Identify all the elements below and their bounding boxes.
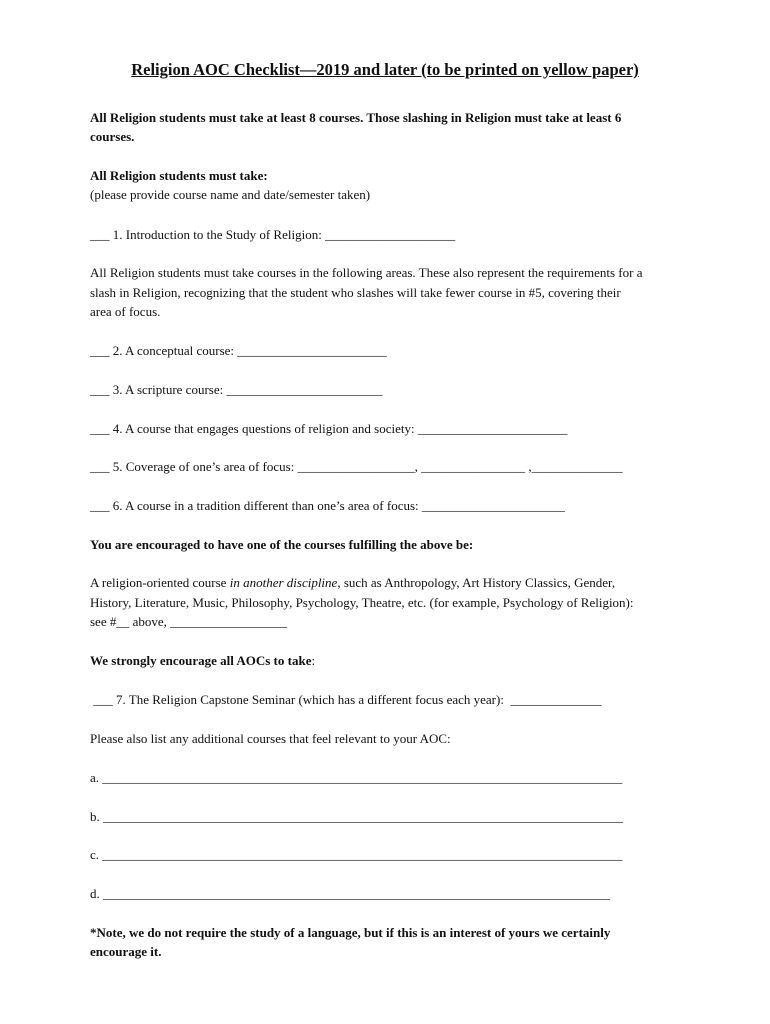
must-take-note: (please provide course name and date/semester taken) [90,187,371,202]
footnote-line-2: encourage it. [90,944,162,959]
additional-heading: Please also list any additional courses that feel relevant to your AOC: [90,731,451,746]
encouraged-line-3: see #__ above, __________________ [90,614,288,629]
intro-line-1: All Religion students must take at least 8 courses. Those slashing in Religion must take at least 6 [90,110,622,125]
strongly-heading-text: We strongly encourage all AOCs to take [90,653,312,668]
areas-line-3: area of focus. [90,304,161,319]
areas-line-2: slash in Religion, recognizing that the student who slashes will take fewer course in #5, covering their [90,285,621,300]
additional-line-a: a. ________________________________________________________________________________ [90,770,623,785]
additional-line-b: b. ________________________________________________________________________________ [90,809,623,824]
areas-line-1: All Religion students must take courses in the following areas. These also represent the requirements for a [90,265,643,280]
additional-line-c: c. ________________________________________________________________________________ [90,847,623,862]
checklist-item-2: ___ 2. A conceptual course: _______________________ [90,343,387,358]
footnote-line-1: *Note, we do not require the study of a language, but if this is an interest of yours we certainly [90,925,611,940]
encouraged-line-1-end: , such as Anthropology, Art History Classics, Gender, [337,575,616,590]
strongly-heading [90,651,690,671]
checklist-item-7: ___ 7. The Religion Capstone Seminar (which has a different focus each year): ______________ [90,692,602,707]
encouraged-heading: You are encouraged to have one of the courses fulfilling the above be: [90,537,474,552]
strongly-heading-colon: : [311,653,316,668]
encouraged-line-1-emphasis: in another discipline [229,575,338,590]
encouraged-line-1 [90,573,690,593]
additional-line-d: d. ______________________________________________________________________________ [90,886,610,901]
checklist-item-3: ___ 3. A scripture course: ________________________ [90,382,383,397]
checklist-item-4: ___ 4. A course that engages questions of religion and society: _______________________ [90,421,568,436]
encouraged-line-2: History, Literature, Music, Philosophy, Psychology, Theatre, etc. (for example, Psychology of Religion): [90,595,634,610]
page-title: Religion AOC Checklist—2019 and later (to be printed on yellow paper) [131,60,639,79]
encouraged-line-1-start: A religion-oriented course [90,575,230,590]
checklist-item-6: ___ 6. A course in a tradition different than one’s area of focus: ______________________ [90,498,565,513]
must-take-heading: All Religion students must take: [90,168,268,183]
intro-line-2: courses. [90,129,135,144]
checklist-item-1: ___ 1. Introduction to the Study of Religion: ____________________ [90,227,456,242]
checklist-item-5: ___ 5. Coverage of one’s area of focus: __________________, ________________ ,______________ [90,459,623,474]
